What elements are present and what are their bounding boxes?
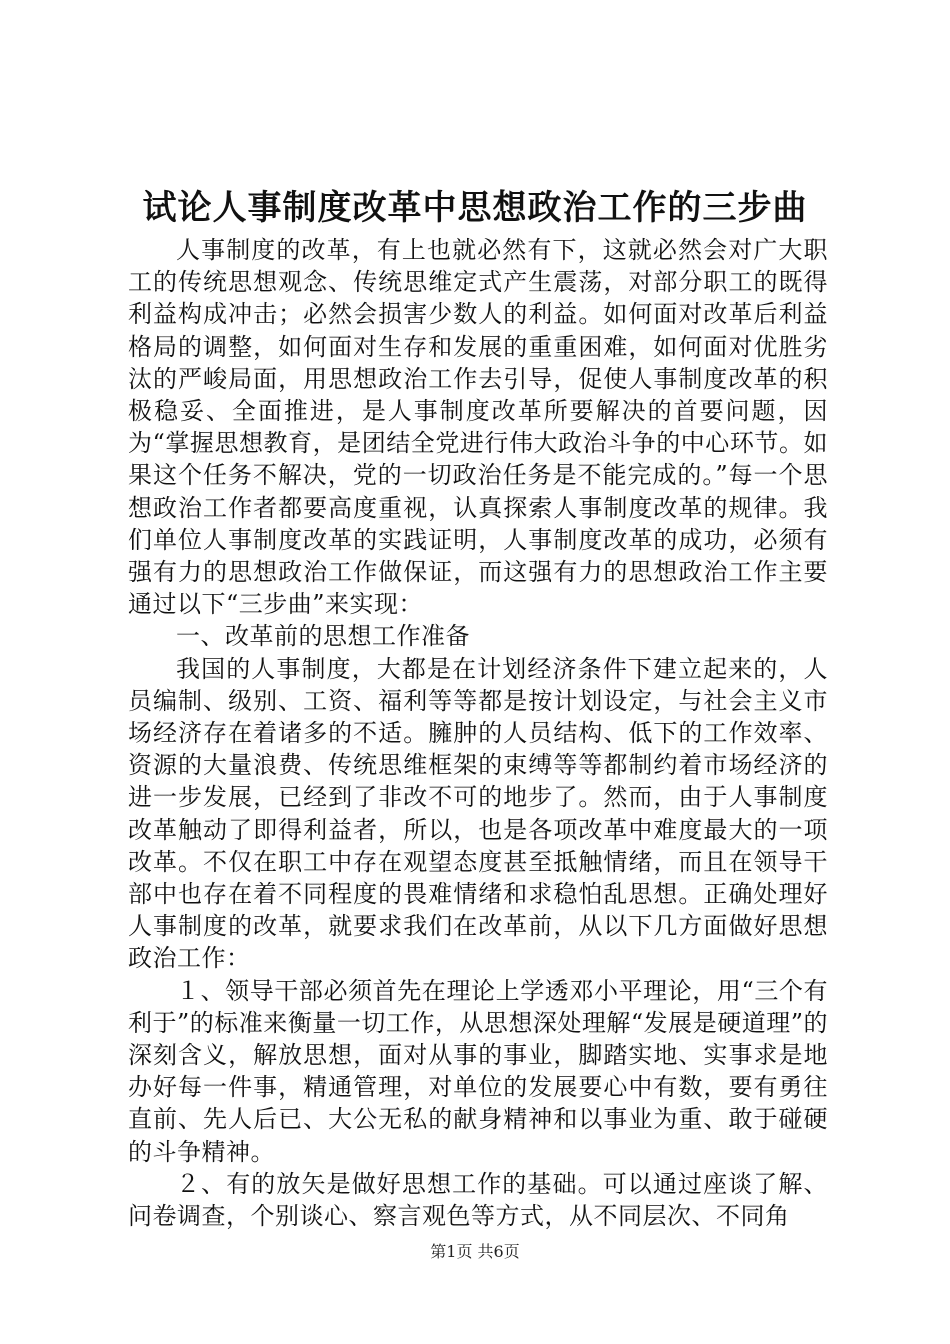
paragraph-intro: 人事制度的改革，有上也就必然有下，这就必然会对广大职工的传统思想观念、传统思维定式产生震荡，对部分职工的既得利益构成冲击；必然会损害少数人的利益。如何面对改革后利益格局的调整，如何面对生存和发展的重重困难，如何面对优胜劣汰的严峻局面，用思想政治工作去引导，促使人事制度改革的积极稳妥、全面推进，是人事制度改革所要解决的首要问题，因为“掌握思想教育，是团结全党进行伟大政治斗争的中心环节。如果这个任务不解决，党的一切政治任务是不能完成的。”每一个思想政治工作者都要高度重视，认真探索人事制度改革的规律。我们单位人事制度改革的实践证明，人事制度改革的成功，必须有强有力的思想政治工作做保证，而这强有力的思想政治工作主要通过以下“三步曲”来实现： (128, 236, 828, 619)
paragraph-background: 我国的人事制度，大都是在计划经济条件下建立起来的，人员编制、级别、工资、福利等等都是按计划设定，与社会主义市场经济存在着诸多的不适。臃肿的人员结构、低下的工作效率、资源的大量浪费、传统思维框架的束缚等等都制约着市场经济的进一步发展，已经到了非改不可的地步了。然而，由于人事制度改革触动了即得利益者，所以，也是各项改革中难度最大的一项改革。不仅在职工中存在观望态度甚至抵触情绪，而且在领导干部中也存在着不同程度的畏难情绪和求稳怕乱思想。正确处理好人事制度的改革，就要求我们在改革前，从以下几方面做好思想政治工作： (128, 654, 828, 973)
document-title: 试论人事制度改革中思想政治工作的三步曲 (142, 188, 808, 228)
page-footer: 第1页 共6页 (430, 1242, 520, 1261)
paragraph-point-2: ２、有的放矢是做好思想工作的基础。可以通过座谈了解、问卷调查，个别谈心、察言观色等方式，从不同层次、不同角 (128, 1169, 828, 1231)
section-heading: 一、改革前的思想工作准备 (176, 622, 470, 651)
paragraph-point-1: １、领导干部必须首先在理论上学透邓小平理论，用“三个有利于”的标准来衡量一切工作，从思想深处理解“发展是硬道理”的深刻含义，解放思想，面对从事的事业，脚踏实地、实事求是地办好每一件事，精通管理，对单位的发展要心中有数，要有勇往直前、先人后已、大公无私的献身精神和以事业为重、敢于碰硬的斗争精神。 (128, 976, 828, 1166)
document-body (128, 234, 828, 1232)
